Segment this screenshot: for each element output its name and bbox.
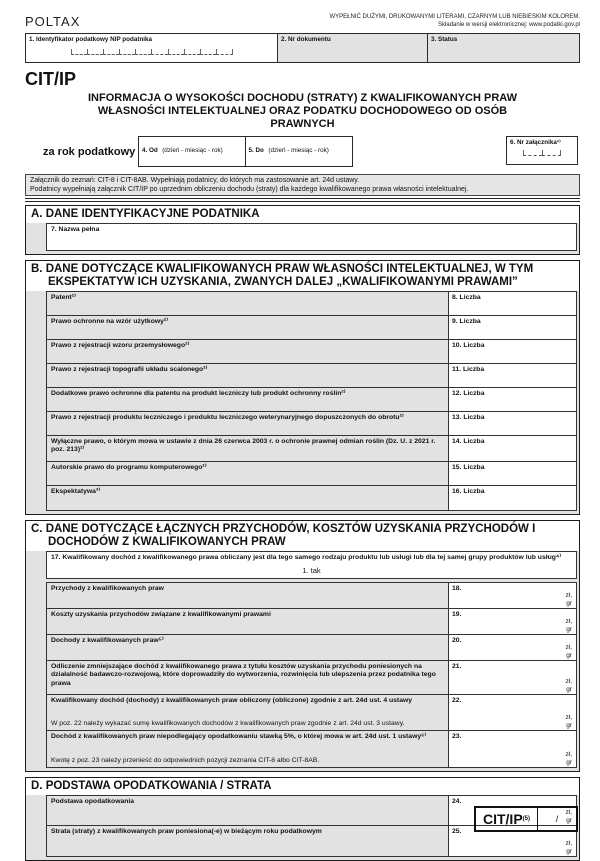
section-a-body bbox=[26, 223, 579, 254]
amount-input-cell[interactable] bbox=[449, 609, 576, 634]
table-row bbox=[47, 583, 576, 609]
section-divider bbox=[25, 198, 580, 202]
row-label-sub: W poz. 22 należy wykazać sumę kwalifikowanych dochodów z kwalifikowanych praw zgodnie z art. 24d ust. 3 ustawy. bbox=[51, 720, 405, 727]
unit-zl: zł, bbox=[565, 644, 572, 651]
liczba-input-cell[interactable]: 13. Liczba bbox=[449, 412, 576, 435]
liczba-input-cell[interactable]: 8. Liczba bbox=[449, 292, 576, 315]
liczba-input-cell[interactable]: 14. Liczba bbox=[449, 436, 576, 461]
unit-zl: zł, bbox=[565, 618, 572, 625]
fill-instructions bbox=[330, 14, 580, 29]
row-label: Dodatkowe prawo ochronne dla patentu na produkt leczniczy lub produkt ochronny roślin²⁾ bbox=[47, 388, 449, 411]
page-number-field[interactable]: / bbox=[555, 814, 559, 824]
nip-field-label: 1. Identyfikator podatkowy NIP podatnika bbox=[29, 36, 153, 43]
notice-box bbox=[25, 174, 580, 196]
amount-number: 21. bbox=[452, 662, 462, 670]
row-label: Prawo ochronne na wzór użytkowy²⁾ bbox=[47, 316, 449, 339]
date-from-hint: (dzień - miesiąc - rok) bbox=[162, 147, 223, 154]
notice-line-1: Załącznik do zeznań: CIT-8 i CIT-8AB. Wypełniają podatnicy, do których ma zastosowanie art. 24d ustawy. bbox=[30, 177, 360, 184]
amount-input-cell[interactable] bbox=[449, 635, 576, 660]
row-label: Autorskie prawo do programu komputerowego²⁾ bbox=[47, 462, 449, 485]
row-label: Prawo z rejestracji wzoru przemysłowego²⁾ bbox=[47, 340, 449, 363]
section-a-heading: A. DANE IDENTYFIKACYJNE PODATNIKA bbox=[31, 208, 260, 220]
same-product-group-field[interactable] bbox=[46, 551, 577, 579]
liczba-input-cell[interactable]: 11. Liczba bbox=[449, 364, 576, 387]
unit-zl: zł, bbox=[565, 751, 572, 758]
poltax-logo: POLTAX bbox=[25, 14, 81, 29]
row-label-main: Kwalifikowany dochód (dochody) z kwalifikowanych praw obliczony (obliczone) zgodnie z art. 24d ust. 4 ustawy bbox=[51, 696, 413, 704]
unit-zl: zł, bbox=[565, 592, 572, 599]
row-label bbox=[47, 635, 449, 660]
liczba-input-cell[interactable]: 16. Liczba bbox=[449, 486, 576, 510]
section-b-rows bbox=[46, 291, 577, 511]
footer-version: (5) bbox=[522, 816, 530, 822]
row-label-main: Podstawa opodatkowania bbox=[51, 797, 135, 805]
table-row bbox=[47, 731, 576, 767]
row-label-main: Dochody z kwalifikowanych praw⁵⁾ bbox=[51, 636, 164, 644]
unit-gr: gr bbox=[566, 626, 572, 633]
row-label: Prawo z rejestracji produktu leczniczego i produktu leczniczego weterynaryjnego dopuszczonych do obrotu²⁾ bbox=[47, 412, 449, 435]
same-product-group-label: 17. Kwalifikowany dochód z kwalifikowanego prawa obliczany jest dla tego samego rodzaju produktu lub usługi lub dla tej samej grupy produktów lub usług⁴⁾ bbox=[51, 553, 562, 561]
row-label bbox=[47, 796, 449, 825]
full-name-field[interactable] bbox=[46, 223, 577, 251]
date-to-hint: (dzień - miesiąc - rok) bbox=[268, 147, 329, 154]
document-number-label: 2. Nr dokumentu bbox=[281, 36, 331, 43]
amount-input-cell[interactable] bbox=[449, 695, 576, 730]
unit-zl: zł, bbox=[565, 840, 572, 847]
unit-zl: zł, bbox=[565, 809, 572, 816]
amount-number: 24. bbox=[452, 797, 462, 805]
document-number-field[interactable] bbox=[278, 33, 428, 63]
form-footer-box bbox=[474, 806, 578, 832]
liczba-input-cell[interactable]: 9. Liczba bbox=[449, 316, 576, 339]
date-from-label: 4. Od bbox=[142, 147, 158, 154]
table-row bbox=[47, 695, 576, 731]
attachment-number-label: 6. Nr załącznika¹⁾ bbox=[510, 139, 561, 146]
unit-gr: gr bbox=[566, 722, 572, 729]
table-row bbox=[47, 340, 576, 364]
amount-number: 20. bbox=[452, 636, 462, 644]
row-label bbox=[47, 826, 449, 856]
status-field[interactable] bbox=[428, 33, 580, 63]
section-b-heading: B. DANE DOTYCZĄCE KWALIFIKOWANYCH PRAW WŁASNOŚCI INTELEKTUALNEJ, W TYM EKSPEKTATYW ICH UZYSKANIA, ZWANYCH DALEJ „KWALIFIKOWANYMI PRAWAMI” bbox=[31, 263, 534, 288]
row-label bbox=[47, 661, 449, 694]
table-row bbox=[47, 292, 576, 316]
liczba-input-cell[interactable]: 10. Liczba bbox=[449, 340, 576, 363]
row-label-main: Strata (straty) z kwalifikowanych praw poniesiona(-e) w bieżącym roku podatkowym bbox=[51, 827, 322, 835]
section-b bbox=[25, 260, 580, 515]
unit-gr: gr bbox=[566, 848, 572, 855]
amount-input-cell[interactable] bbox=[449, 583, 576, 608]
liczba-input-cell[interactable]: 15. Liczba bbox=[449, 462, 576, 485]
amount-number: 23. bbox=[452, 732, 462, 740]
row-label-main: Koszty uzyskania przychodów związane z kwalifikowanymi prawami bbox=[51, 610, 271, 618]
table-row bbox=[47, 635, 576, 661]
attachment-number-ruler[interactable] bbox=[523, 150, 561, 156]
row-label bbox=[47, 695, 449, 730]
footer-code-text: CIT/IP bbox=[482, 811, 523, 827]
row-label: Ekspektatywa³⁾ bbox=[47, 486, 449, 510]
section-a bbox=[25, 205, 580, 255]
amount-number: 18. bbox=[452, 584, 462, 592]
unit-gr: gr bbox=[566, 759, 572, 766]
instruction-line-1: WYPEŁNIĆ DUŻYMI, DRUKOWANYMI LITERAMI, CZARNYM LUB NIEBIESKIM KOLOREM. bbox=[329, 14, 580, 20]
unit-zl: zł, bbox=[565, 678, 572, 685]
table-row bbox=[47, 609, 576, 635]
footer-form-code bbox=[476, 808, 538, 830]
row-label-main: Dochód z kwalifikowanych praw niepodlegający opodatkowaniu stawką 5%, o której mowa w art. 24d ust. 1 ustawy⁶⁾ bbox=[51, 732, 427, 740]
unit-gr: gr bbox=[566, 817, 572, 824]
form-title: INFORMACJA O WYSOKOŚCI DOCHODU (STRATY) Z KWALIFIKOWANYCH PRAW WŁASNOŚCI INTELEKTUALNEJ ORAZ PODATKU DOCHODOWEGO OD OSÓB PRAWNYCH bbox=[88, 92, 517, 130]
instruction-line-2: Składanie w wersji elektronicznej: www.podatki.gov.pl bbox=[438, 21, 580, 28]
row-label: Prawo z rejestracji topografii układu scalonego²⁾ bbox=[47, 364, 449, 387]
table-row bbox=[47, 486, 576, 510]
form-code: CIT/IP bbox=[25, 69, 77, 89]
unit-gr: gr bbox=[566, 686, 572, 693]
full-name-label: 7. Nazwa pełna bbox=[51, 225, 100, 233]
nip-input-ruler[interactable] bbox=[71, 49, 233, 55]
status-label: 3. Status bbox=[431, 36, 458, 43]
date-from-field[interactable] bbox=[138, 136, 246, 167]
table-row bbox=[47, 661, 576, 695]
row-label-main: Przychody z kwalifikowanych praw bbox=[51, 584, 164, 592]
row-label bbox=[47, 731, 449, 767]
table-row bbox=[47, 436, 576, 462]
section-c-body bbox=[26, 551, 579, 771]
section-c-heading: C. DANE DOTYCZĄCE ŁĄCZNYCH PRZYCHODÓW, KOSZTÓW UZYSKANIA PRZYCHODÓW I DOCHODÓW Z KWALIFIKOWANYCH PRAW bbox=[31, 523, 536, 548]
row-label bbox=[47, 583, 449, 608]
table-row bbox=[47, 316, 576, 340]
table-row bbox=[47, 388, 576, 412]
identification-row bbox=[25, 33, 580, 63]
section-d-heading: D. PODSTAWA OPODATKOWANIA / STRATA bbox=[31, 780, 272, 792]
attachment-number-field[interactable] bbox=[506, 136, 578, 165]
top-bar bbox=[25, 14, 580, 29]
option-tak[interactable]: 1. tak bbox=[302, 566, 321, 575]
date-to-label: 5. Do bbox=[248, 147, 264, 154]
row-label bbox=[47, 609, 449, 634]
nip-field[interactable] bbox=[25, 33, 278, 63]
section-c-rows bbox=[46, 582, 577, 768]
amount-input-cell[interactable] bbox=[449, 731, 576, 767]
amount-number: 22. bbox=[452, 696, 462, 704]
amount-number: 25. bbox=[452, 827, 462, 835]
unit-gr: gr bbox=[566, 600, 572, 607]
section-b-body bbox=[26, 291, 579, 514]
amount-number: 19. bbox=[452, 610, 462, 618]
row-label: Patent²⁾ bbox=[47, 292, 449, 315]
unit-gr: gr bbox=[566, 652, 572, 659]
amount-input-cell[interactable] bbox=[449, 661, 576, 694]
unit-zl: zł, bbox=[565, 714, 572, 721]
table-row bbox=[47, 412, 576, 436]
row-label-main: Odliczenie zmniejszające dochód z kwalifikowanego prawa z tytułu kosztów uzyskania przychodu poniesionych na działalność badawczo-rozwojową, które doprowadziły do wytworzenia, rozwinięcia lub ulepszenia przez podatnika tego prawa bbox=[51, 662, 436, 687]
row-label-sub: Kwotę z poz. 23 należy przenieść do odpowiednich pozycji zeznania CIT-8 albo CIT-8AB. bbox=[51, 757, 320, 764]
row-label: Wyłączne prawo, o którym mowa w ustawie z dnia 26 czerwca 2003 r. o ochronie prawnej odmian roślin (Dz. U. z 2021 r. poz. 213)²⁾ bbox=[47, 436, 449, 461]
liczba-input-cell[interactable]: 12. Liczba bbox=[449, 388, 576, 411]
tax-year-label: za rok podatkowy bbox=[43, 146, 136, 158]
notice-line-2: Podatnicy wypełniają załącznik CIT/IP po uprzednim obliczeniu dochodu (straty) dla każdego kwalifikowanego prawa własności intelektualnej. bbox=[30, 186, 469, 193]
section-c bbox=[25, 520, 580, 772]
table-row bbox=[47, 364, 576, 388]
table-row bbox=[47, 462, 576, 486]
tax-year-row bbox=[25, 136, 580, 170]
date-to-field[interactable] bbox=[245, 136, 353, 167]
